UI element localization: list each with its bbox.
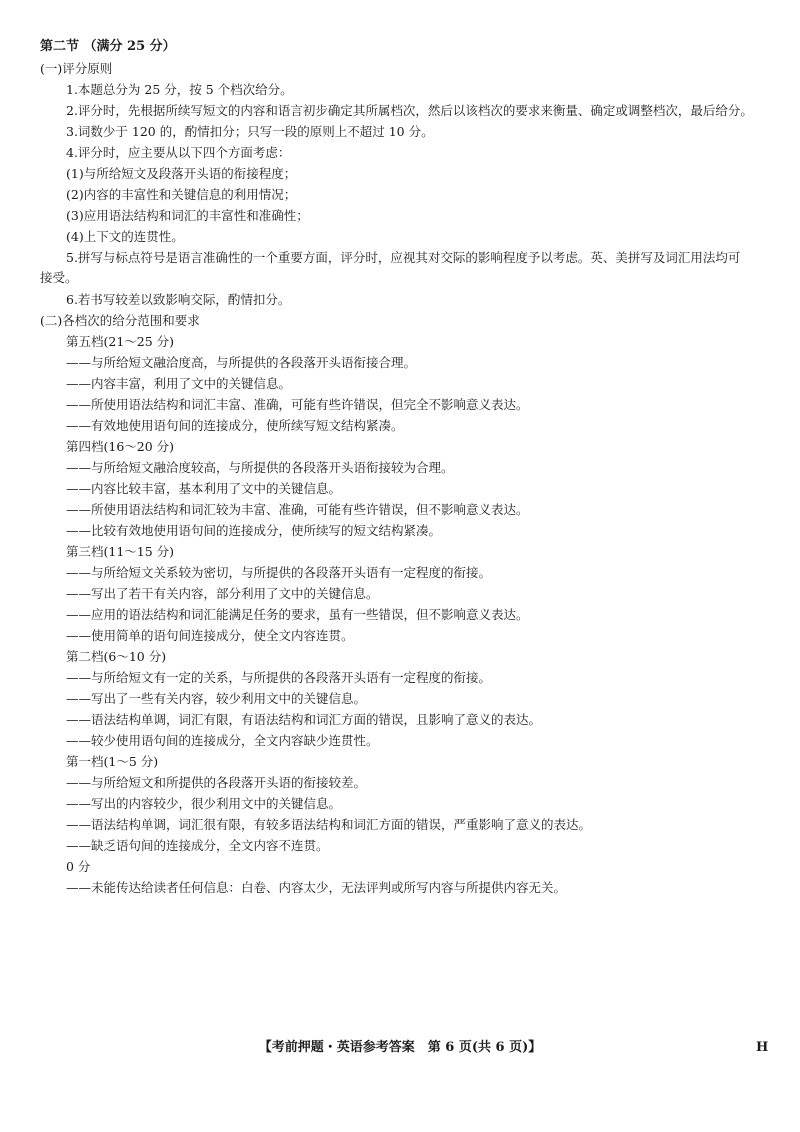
band-title: 0 分 xyxy=(66,859,91,874)
band-criterion: ——有效地使用语句间的连接成分，使所续写短文结构紧凑。 xyxy=(66,418,404,433)
principle-subitem: (3)应用语法结构和词汇的丰富性和准确性； xyxy=(66,208,309,223)
band-title: 第五档(21～25 分) xyxy=(66,334,175,349)
band-title: 第四档(16～20 分) xyxy=(66,439,175,454)
band-criterion: ——与所给短文融洽度高，与所提供的各段落开头语衔接合理。 xyxy=(66,355,417,370)
part2-heading: (二)各档次的给分范围和要求 xyxy=(40,313,200,328)
band-criterion: ——与所给短文有一定的关系，与所提供的各段落开头语有一定程度的衔接。 xyxy=(66,670,492,685)
band-criterion: ——内容比较丰富，基本利用了文中的关键信息。 xyxy=(66,481,342,496)
band-criterion: ——写出的内容较少，很少利用文中的关键信息。 xyxy=(66,796,342,811)
band-criterion: ——未能传达给读者任何信息：白卷、内容太少，无法评判或所写内容与所提供内容无关。 xyxy=(66,880,567,895)
band-criterion: ——与所给短文关系较为密切，与所提供的各段落开头语有一定程度的衔接。 xyxy=(66,565,492,580)
footer-version-letter: H xyxy=(756,1040,769,1055)
principle-subitem: (2)内容的丰富性和关键信息的利用情况； xyxy=(66,187,297,202)
band-title: 第一档(1～5 分) xyxy=(66,754,159,769)
band-criterion: ——缺乏语句间的连接成分，全文内容不连贯。 xyxy=(66,838,329,853)
band-criterion: ——语法结构单调，词汇有限，有语法结构和词汇方面的错误，且影响了意义的表达。 xyxy=(66,712,542,727)
band-criterion: ——写出了若干有关内容，部分利用了文中的关键信息。 xyxy=(66,586,379,601)
band-criterion: ——较少使用语句间的连接成分，全文内容缺少连贯性。 xyxy=(66,733,379,748)
band-criterion: ——比较有效地使用语句间的连接成分，使所续写的短文结构紧凑。 xyxy=(66,523,442,538)
band-criterion: ——所使用语法结构和词汇丰富、准确，可能有些许错误，但完全不影响意义表达。 xyxy=(66,397,529,412)
band-criterion: ——内容丰富，利用了文中的关键信息。 xyxy=(66,376,292,391)
principle-item: 4.评分时，应主要从以下四个方面考虑： xyxy=(66,145,291,160)
band-criterion: ——使用简单的语句间连接成分，使全文内容连贯。 xyxy=(66,628,354,643)
band-criterion: ——应用的语法结构和词汇能满足任务的要求，虽有一些错误，但不影响意义表达。 xyxy=(66,607,529,622)
band-title: 第二档(6～10 分) xyxy=(66,649,167,664)
section-title: 第二节 （满分 25 分） xyxy=(40,39,176,54)
band-title: 第三档(11～15 分) xyxy=(66,544,175,559)
part1-heading: (一)评分原则 xyxy=(40,61,113,76)
principle-item: 6.若书写较差以致影响交际，酌情扣分。 xyxy=(66,292,291,307)
principle-item: 1.本题总分为 25 分，按 5 个档次给分。 xyxy=(66,82,293,97)
principle-subitem: (4)上下文的连贯性。 xyxy=(66,229,184,244)
footer-page-info: 【考前押题・英语参考答案 第 6 页(共 6 页)】 xyxy=(258,1040,542,1055)
band-criterion: ——与所给短文融洽度较高，与所提供的各段落开头语衔接较为合理。 xyxy=(66,460,454,475)
band-criterion: ——所使用语法结构和词汇较为丰富、准确，可能有些许错误，但不影响意义表达。 xyxy=(66,502,529,517)
principle-item: 3.词数少于 120 的，酌情扣分；只写一段的原则上不超过 10 分。 xyxy=(66,124,434,139)
band-criterion: ——与所给短文和所提供的各段落开头语的衔接较差。 xyxy=(66,775,367,790)
principle-subitem: (1)与所给短文及段落开头语的衔接程度； xyxy=(66,166,297,181)
band-criterion: ——语法结构单调，词汇很有限，有较多语法结构和词汇方面的错误，严重影响了意义的表达。 xyxy=(66,817,592,832)
principle-item: 5.拼写与标点符号是语言准确性的一个重要方面，评分时，应视其对交际的影响程度予以考虑。英、美拼写及词汇用法均可接受。 xyxy=(40,250,741,285)
principle-item: 2.评分时，先根据所续写短文的内容和语言初步确定其所属档次，然后以该档次的要求来衡量、确定或调整档次，最后给分。 xyxy=(66,103,753,118)
band-criterion: ——写出了一些有关内容，较少利用文中的关键信息。 xyxy=(66,691,367,706)
